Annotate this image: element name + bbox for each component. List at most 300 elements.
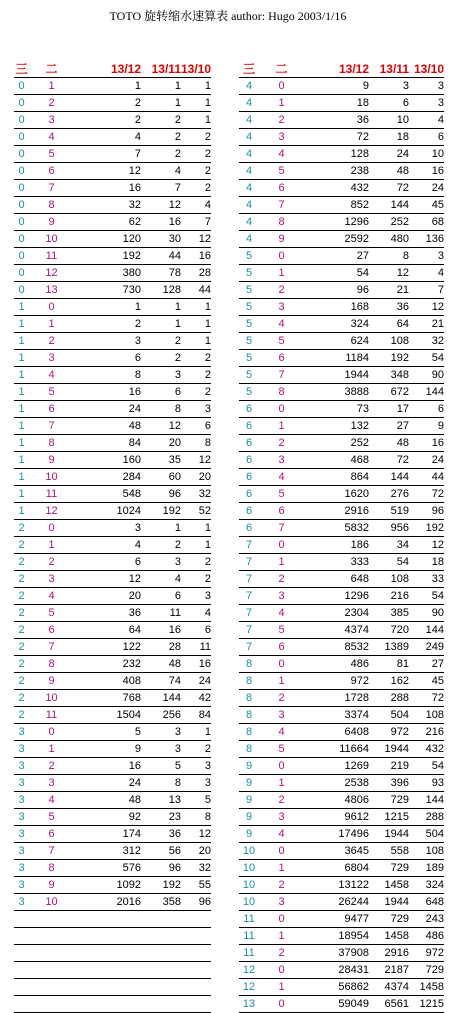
- cell-ratio-13-11: 729: [369, 792, 409, 809]
- cell-ratio-13-11: 12: [141, 418, 181, 435]
- cell-ratio-13-10: 4: [181, 197, 211, 214]
- cell-ratio-13-10: 1: [181, 78, 211, 95]
- cell-ratio-13-12: 2916: [304, 503, 369, 520]
- cell-ratio-13-12: 1296: [304, 214, 369, 231]
- cell-ratio-13-11: 8: [141, 775, 181, 792]
- cell-ratio-13-11: 519: [369, 503, 409, 520]
- cell-ratio-13-10: 108: [409, 707, 444, 724]
- cell-two-count: 0: [259, 962, 304, 979]
- cell-three-count: 8: [239, 656, 259, 673]
- cell-ratio-13-10: 108: [409, 843, 444, 860]
- cell-ratio-13-11: 1: [141, 299, 181, 316]
- cell-two-count: 9: [29, 214, 74, 231]
- cell-ratio-13-12: 9: [74, 741, 141, 758]
- cell-two-count: 3: [259, 809, 304, 826]
- cell-three-count: 5: [239, 282, 259, 299]
- table-row: [14, 333, 211, 350]
- cell-three-count: 4: [239, 163, 259, 180]
- cell-ratio-13-11: 720: [369, 622, 409, 639]
- cell-ratio-13-10: 144: [409, 792, 444, 809]
- cell-three-count: 0: [14, 146, 29, 163]
- cell-three-count: 6: [239, 401, 259, 418]
- cell-two-count: 6: [29, 826, 74, 843]
- cell-ratio-13-10: 3: [409, 95, 444, 112]
- cell-three-count: 4: [239, 129, 259, 146]
- cell-three-count: 0: [14, 112, 29, 129]
- cell-ratio-13-12: 238: [304, 163, 369, 180]
- table-row: [14, 826, 211, 843]
- table-row: [14, 758, 211, 775]
- cell-ratio-13-11: 96: [141, 860, 181, 877]
- table-row: [239, 333, 444, 350]
- cell-ratio-13-11: 4: [141, 163, 181, 180]
- cell-ratio-13-10: 10: [409, 146, 444, 163]
- cell-ratio-13-11: 78: [141, 265, 181, 282]
- table-row: [14, 248, 211, 265]
- cell-two-count: 1: [259, 418, 304, 435]
- table-row: [14, 214, 211, 231]
- table-row: [239, 231, 444, 248]
- cell-ratio-13-10: 90: [409, 367, 444, 384]
- cell-ratio-13-10: 2: [181, 146, 211, 163]
- cell-three-count: 3: [14, 792, 29, 809]
- cell-ratio-13-10: 2: [181, 350, 211, 367]
- cell-ratio-13-12: 16: [74, 384, 141, 401]
- cell-ratio-13-12: 4: [74, 129, 141, 146]
- cell-ratio-13-12: 32: [74, 197, 141, 214]
- cell-ratio-13-10: [181, 996, 211, 1013]
- cell-two-count: 0: [259, 537, 304, 554]
- cell-ratio-13-12: 27: [304, 248, 369, 265]
- cell-ratio-13-12: [74, 996, 141, 1013]
- table-row: [239, 996, 444, 1013]
- table-row: [239, 95, 444, 112]
- cell-ratio-13-11: 72: [369, 180, 409, 197]
- table-row: [239, 146, 444, 163]
- cell-ratio-13-11: 48: [369, 435, 409, 452]
- cell-ratio-13-10: 486: [409, 928, 444, 945]
- cell-three-count: 3: [14, 877, 29, 894]
- table-row: [239, 418, 444, 435]
- cell-ratio-13-12: 12: [74, 163, 141, 180]
- cell-ratio-13-11: 144: [369, 197, 409, 214]
- table-row: [14, 469, 211, 486]
- cell-ratio-13-10: 972: [409, 945, 444, 962]
- cell-ratio-13-11: 48: [369, 163, 409, 180]
- table-row: [239, 197, 444, 214]
- table-row: [239, 843, 444, 860]
- cell-ratio-13-11: 5: [141, 758, 181, 775]
- cell-three-count: 3: [14, 809, 29, 826]
- cell-two-count: 2: [29, 554, 74, 571]
- cell-three-count: 0: [14, 78, 29, 95]
- table-row: [239, 520, 444, 537]
- cell-ratio-13-11: [141, 996, 181, 1013]
- table-header-row: [14, 62, 211, 78]
- cell-ratio-13-11: 1458: [369, 928, 409, 945]
- cell-ratio-13-12: 1: [74, 78, 141, 95]
- cell-ratio-13-10: 3: [409, 78, 444, 95]
- cell-two-count: 7: [29, 418, 74, 435]
- cell-ratio-13-10: 288: [409, 809, 444, 826]
- cell-two-count: 0: [259, 758, 304, 775]
- cell-ratio-13-12: 9477: [304, 911, 369, 928]
- cell-three-count: 4: [239, 197, 259, 214]
- cell-two-count: 4: [29, 129, 74, 146]
- calc-table-right: [239, 62, 444, 1013]
- cell-two-count: 0: [259, 843, 304, 860]
- cell-ratio-13-12: 468: [304, 452, 369, 469]
- table-row: [239, 537, 444, 554]
- cell-two-count: 3: [259, 894, 304, 911]
- table-row: [14, 197, 211, 214]
- cell-ratio-13-10: 2: [181, 180, 211, 197]
- cell-three-count: 1: [14, 384, 29, 401]
- column-header-two-count: 二: [29, 62, 74, 78]
- table-row: [239, 979, 444, 996]
- table-row: [14, 843, 211, 860]
- cell-ratio-13-10: 12: [181, 231, 211, 248]
- cell-ratio-13-11: 729: [369, 860, 409, 877]
- cell-two-count: 3: [259, 452, 304, 469]
- cell-ratio-13-10: 2: [181, 384, 211, 401]
- cell-ratio-13-11: 108: [369, 333, 409, 350]
- cell-ratio-13-11: 12: [141, 197, 181, 214]
- cell-ratio-13-11: 276: [369, 486, 409, 503]
- column-header-two-count: 二: [259, 62, 304, 78]
- cell-two-count: 3: [29, 571, 74, 588]
- cell-ratio-13-11: 219: [369, 758, 409, 775]
- cell-two-count: 1: [29, 316, 74, 333]
- table-row: [239, 486, 444, 503]
- cell-two-count: 8: [29, 197, 74, 214]
- cell-ratio-13-10: 32: [409, 333, 444, 350]
- cell-ratio-13-11: [141, 945, 181, 962]
- cell-ratio-13-12: 186: [304, 537, 369, 554]
- cell-ratio-13-10: 24: [409, 180, 444, 197]
- cell-two-count: 3: [29, 775, 74, 792]
- cell-two-count: 4: [259, 826, 304, 843]
- cell-three-count: 2: [14, 707, 29, 724]
- cell-ratio-13-10: 144: [409, 384, 444, 401]
- cell-ratio-13-12: 168: [304, 299, 369, 316]
- table-header-row: [239, 62, 444, 78]
- cell-ratio-13-10: 8: [181, 435, 211, 452]
- cell-ratio-13-12: 4806: [304, 792, 369, 809]
- cell-ratio-13-11: 729: [369, 911, 409, 928]
- cell-ratio-13-11: 1458: [369, 877, 409, 894]
- cell-ratio-13-11: 24: [369, 146, 409, 163]
- cell-ratio-13-10: 3: [181, 758, 211, 775]
- cell-ratio-13-11: 1215: [369, 809, 409, 826]
- cell-three-count: 2: [14, 588, 29, 605]
- cell-ratio-13-10: 90: [409, 605, 444, 622]
- cell-three-count: 0: [14, 265, 29, 282]
- cell-ratio-13-11: 35: [141, 452, 181, 469]
- cell-three-count: 13: [239, 996, 259, 1013]
- cell-ratio-13-12: 864: [304, 469, 369, 486]
- cell-ratio-13-11: 36: [141, 826, 181, 843]
- table-row: [14, 775, 211, 792]
- cell-ratio-13-12: 624: [304, 333, 369, 350]
- cell-ratio-13-12: 28431: [304, 962, 369, 979]
- table-row: [14, 928, 211, 945]
- cell-three-count: 2: [14, 537, 29, 554]
- table-row: [14, 146, 211, 163]
- cell-ratio-13-10: 24: [181, 673, 211, 690]
- cell-ratio-13-12: 36: [74, 605, 141, 622]
- table-row: [14, 656, 211, 673]
- cell-ratio-13-11: 1: [141, 95, 181, 112]
- cell-ratio-13-11: 81: [369, 656, 409, 673]
- table-row: [14, 282, 211, 299]
- cell-ratio-13-10: 1458: [409, 979, 444, 996]
- table-row: [239, 877, 444, 894]
- cell-ratio-13-10: 2: [181, 554, 211, 571]
- cell-two-count: 5: [29, 605, 74, 622]
- cell-two-count: 0: [259, 996, 304, 1013]
- cell-ratio-13-11: 480: [369, 231, 409, 248]
- table-row: [14, 707, 211, 724]
- cell-ratio-13-11: 13: [141, 792, 181, 809]
- table-row: [239, 673, 444, 690]
- table-row: [239, 928, 444, 945]
- cell-two-count: 0: [259, 911, 304, 928]
- table-row: [239, 588, 444, 605]
- cell-ratio-13-10: 192: [409, 520, 444, 537]
- cell-two-count: 9: [29, 877, 74, 894]
- cell-three-count: [14, 928, 29, 945]
- cell-ratio-13-11: 3: [369, 78, 409, 95]
- cell-ratio-13-10: [181, 911, 211, 928]
- cell-ratio-13-10: 7: [181, 214, 211, 231]
- cell-ratio-13-10: [181, 962, 211, 979]
- cell-two-count: 7: [259, 197, 304, 214]
- cell-ratio-13-10: 3: [181, 401, 211, 418]
- cell-ratio-13-11: 558: [369, 843, 409, 860]
- cell-ratio-13-11: 504: [369, 707, 409, 724]
- cell-ratio-13-10: 1: [181, 724, 211, 741]
- cell-ratio-13-12: 3888: [304, 384, 369, 401]
- cell-three-count: 4: [239, 146, 259, 163]
- cell-ratio-13-11: 108: [369, 571, 409, 588]
- cell-ratio-13-11: 11: [141, 605, 181, 622]
- cell-three-count: 7: [239, 605, 259, 622]
- cell-three-count: 0: [14, 214, 29, 231]
- cell-ratio-13-12: 768: [74, 690, 141, 707]
- cell-three-count: [14, 996, 29, 1013]
- cell-ratio-13-12: 64: [74, 622, 141, 639]
- table-row: [239, 248, 444, 265]
- cell-two-count: 0: [259, 248, 304, 265]
- cell-ratio-13-10: 136: [409, 231, 444, 248]
- cell-two-count: 5: [29, 146, 74, 163]
- cell-three-count: 4: [239, 112, 259, 129]
- cell-ratio-13-11: 8: [141, 401, 181, 418]
- cell-ratio-13-12: 3374: [304, 707, 369, 724]
- cell-ratio-13-10: 12: [181, 452, 211, 469]
- cell-ratio-13-12: 380: [74, 265, 141, 282]
- column-header-ratio-13-10: 13/10: [409, 62, 444, 78]
- cell-ratio-13-10: 4: [409, 112, 444, 129]
- table-row: [14, 809, 211, 826]
- table-row: [239, 605, 444, 622]
- cell-three-count: 0: [14, 282, 29, 299]
- cell-ratio-13-10: 144: [409, 622, 444, 639]
- cell-ratio-13-11: 162: [369, 673, 409, 690]
- cell-ratio-13-10: 2: [181, 741, 211, 758]
- cell-ratio-13-12: 2: [74, 112, 141, 129]
- cell-two-count: 6: [29, 163, 74, 180]
- table-row: [239, 571, 444, 588]
- cell-ratio-13-11: 956: [369, 520, 409, 537]
- cell-ratio-13-10: 12: [409, 299, 444, 316]
- cell-ratio-13-10: 6: [181, 418, 211, 435]
- cell-two-count: 10: [29, 690, 74, 707]
- cell-two-count: 0: [259, 401, 304, 418]
- table-row: [14, 503, 211, 520]
- cell-ratio-13-12: 59049: [304, 996, 369, 1013]
- cell-ratio-13-10: 216: [409, 724, 444, 741]
- cell-three-count: 6: [239, 520, 259, 537]
- cell-ratio-13-10: 72: [409, 690, 444, 707]
- cell-two-count: 8: [29, 860, 74, 877]
- cell-two-count: 9: [29, 452, 74, 469]
- cell-two-count: 2: [259, 112, 304, 129]
- cell-ratio-13-12: 648: [304, 571, 369, 588]
- cell-ratio-13-11: [141, 962, 181, 979]
- table-row: [14, 588, 211, 605]
- table-row: [14, 367, 211, 384]
- cell-two-count: 9: [29, 673, 74, 690]
- cell-ratio-13-12: 62: [74, 214, 141, 231]
- column-header-ratio-13-12: 13/12: [74, 62, 141, 78]
- cell-three-count: 5: [239, 350, 259, 367]
- cell-two-count: 2: [259, 435, 304, 452]
- cell-ratio-13-11: 6: [141, 384, 181, 401]
- column-header-three-count: 三: [239, 62, 259, 78]
- cell-two-count: 2: [259, 877, 304, 894]
- table-row: [14, 350, 211, 367]
- cell-ratio-13-12: [74, 928, 141, 945]
- table-row: [239, 503, 444, 520]
- cell-ratio-13-12: [74, 979, 141, 996]
- cell-ratio-13-10: [181, 928, 211, 945]
- cell-three-count: 1: [14, 299, 29, 316]
- table-row: [14, 962, 211, 979]
- cell-ratio-13-11: 16: [141, 622, 181, 639]
- cell-ratio-13-11: 358: [141, 894, 181, 911]
- cell-ratio-13-11: 288: [369, 690, 409, 707]
- table-row: [239, 180, 444, 197]
- cell-ratio-13-12: 1024: [74, 503, 141, 520]
- table-row: [239, 758, 444, 775]
- cell-ratio-13-10: 1: [181, 95, 211, 112]
- cell-ratio-13-11: 1: [141, 520, 181, 537]
- table-row: [239, 775, 444, 792]
- table-row: [14, 622, 211, 639]
- cell-ratio-13-11: 256: [141, 707, 181, 724]
- cell-two-count: 8: [259, 214, 304, 231]
- table-row: [239, 316, 444, 333]
- cell-three-count: 1: [14, 452, 29, 469]
- table-row: [239, 809, 444, 826]
- cell-ratio-13-12: 48: [74, 792, 141, 809]
- cell-ratio-13-10: 52: [181, 503, 211, 520]
- table-row: [14, 163, 211, 180]
- cell-ratio-13-11: 216: [369, 588, 409, 605]
- cell-ratio-13-12: 432: [304, 180, 369, 197]
- table-row: [14, 571, 211, 588]
- cell-two-count: 1: [259, 265, 304, 282]
- cell-two-count: 5: [259, 486, 304, 503]
- table-row: [239, 639, 444, 656]
- cell-ratio-13-12: 730: [74, 282, 141, 299]
- cell-ratio-13-10: 54: [409, 588, 444, 605]
- cell-two-count: 1: [259, 979, 304, 996]
- cell-three-count: 0: [14, 180, 29, 197]
- cell-three-count: 1: [14, 333, 29, 350]
- cell-two-count: 1: [259, 928, 304, 945]
- cell-ratio-13-12: 18: [304, 95, 369, 112]
- cell-ratio-13-12: 5832: [304, 520, 369, 537]
- cell-ratio-13-11: [141, 911, 181, 928]
- table-row: [14, 95, 211, 112]
- cell-ratio-13-11: 2: [141, 146, 181, 163]
- table-row: [239, 724, 444, 741]
- cell-ratio-13-10: 11: [181, 639, 211, 656]
- cell-ratio-13-12: 408: [74, 673, 141, 690]
- cell-ratio-13-10: 68: [409, 214, 444, 231]
- cell-three-count: [14, 945, 29, 962]
- cell-ratio-13-10: 93: [409, 775, 444, 792]
- table-row: [14, 112, 211, 129]
- cell-ratio-13-11: 3: [141, 554, 181, 571]
- cell-ratio-13-10: [181, 979, 211, 996]
- table-row: [14, 945, 211, 962]
- cell-two-count: 0: [259, 656, 304, 673]
- cell-ratio-13-12: 1728: [304, 690, 369, 707]
- cell-three-count: 7: [239, 588, 259, 605]
- cell-ratio-13-12: 1296: [304, 588, 369, 605]
- cell-three-count: 10: [239, 843, 259, 860]
- cell-two-count: 2: [29, 95, 74, 112]
- cell-ratio-13-11: [141, 928, 181, 945]
- cell-ratio-13-10: 45: [409, 197, 444, 214]
- cell-ratio-13-11: 17: [369, 401, 409, 418]
- cell-two-count: 5: [29, 809, 74, 826]
- cell-ratio-13-12: 12: [74, 571, 141, 588]
- cell-ratio-13-12: 92: [74, 809, 141, 826]
- cell-ratio-13-12: 5: [74, 724, 141, 741]
- table-row: [14, 418, 211, 435]
- left-table-panel: [14, 62, 211, 1013]
- cell-two-count: 5: [259, 622, 304, 639]
- cell-two-count: 11: [29, 486, 74, 503]
- table-row: [239, 894, 444, 911]
- cell-ratio-13-10: 16: [409, 163, 444, 180]
- cell-three-count: 3: [14, 860, 29, 877]
- cell-ratio-13-12: 192: [74, 248, 141, 265]
- cell-ratio-13-12: 1504: [74, 707, 141, 724]
- cell-ratio-13-11: 252: [369, 214, 409, 231]
- cell-ratio-13-10: 9: [409, 418, 444, 435]
- cell-ratio-13-10: [181, 945, 211, 962]
- cell-ratio-13-10: 6: [409, 401, 444, 418]
- cell-ratio-13-11: 21: [369, 282, 409, 299]
- cell-ratio-13-12: 2592: [304, 231, 369, 248]
- cell-ratio-13-11: 972: [369, 724, 409, 741]
